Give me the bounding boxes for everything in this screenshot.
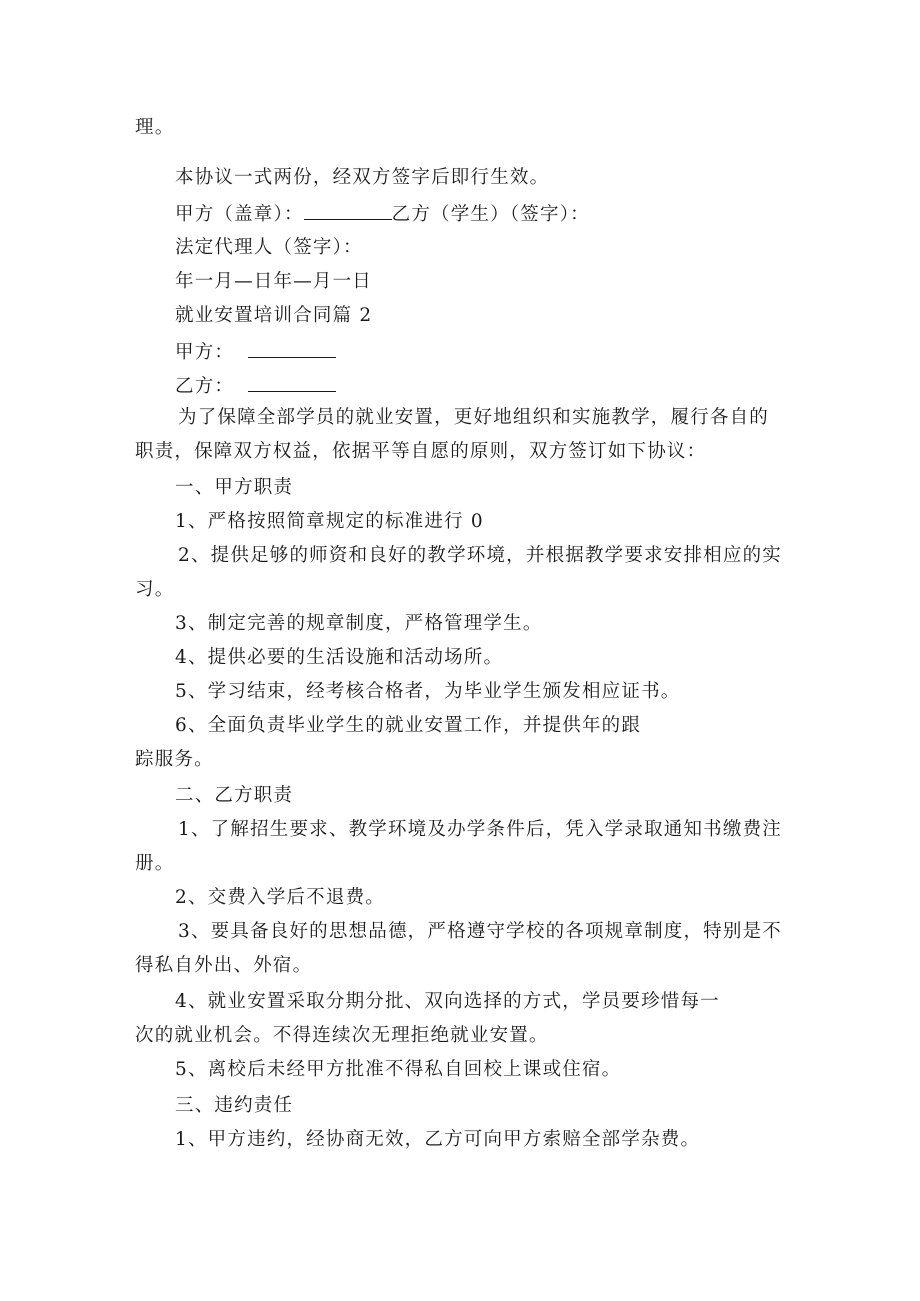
- text-line: 2、提供足够的师资和良好的教学环境，并根据教学要求安排相应的实: [178, 545, 782, 566]
- party-a-seal-label: 甲方（盖章）：: [175, 204, 304, 225]
- text-line: 3、制定完善的规章制度，严格管理学生。: [175, 613, 543, 634]
- text-line: 1、甲方违约，经协商无效，乙方可向甲方索赔全部学杂费。: [175, 1129, 701, 1150]
- date-line: 年一月—日年—月一日: [175, 271, 373, 292]
- text-line: 1、了解招生要求、教学环境及办学条件后，凭入学录取通知书缴费注: [178, 819, 782, 840]
- text-line: 职责，保障双方权益，依据平等自愿的原则，双方签订如下协议：: [135, 441, 707, 462]
- section-title: 就业安置培训合同篇 2: [175, 305, 373, 326]
- heading: 三、违约责任: [175, 1095, 294, 1116]
- text-line: 4、提供必要的生活设施和活动场所。: [175, 647, 504, 668]
- text-line: 习。: [135, 579, 175, 600]
- party-b-field: [175, 374, 336, 399]
- text-line: 次的就业机会。不得连续次无理拒绝就业安置。: [135, 1025, 549, 1046]
- signature-line-party-a: [175, 202, 590, 227]
- text-line: 5、离校后未经甲方批准不得私自回校上课或住宿。: [175, 1059, 622, 1080]
- text-line: 得私自外出、外宿。: [135, 955, 313, 976]
- party-b-name-blank: [248, 374, 336, 392]
- text-line: 2、交费入学后不退费。: [175, 887, 385, 908]
- text-line: 理。: [135, 117, 175, 138]
- party-b-label: 乙方：: [175, 376, 235, 397]
- party-a-blank: [304, 202, 392, 220]
- party-b-sign-label: 乙方（学生）（签字）：: [391, 204, 590, 225]
- text-line: 册。: [135, 853, 175, 874]
- text-line: 1、严格按照简章规定的标准进行 0: [175, 511, 484, 532]
- text-line: 本协议一式两份，经双方签字后即行生效。: [175, 167, 550, 188]
- text-line: 3、要具备良好的思想品德，严格遵守学校的各项规章制度，特别是不: [178, 921, 782, 942]
- text-line: 为了保障全部学员的就业安置，更好地组织和实施教学，履行各自的: [178, 407, 770, 428]
- party-a-field: [175, 340, 336, 365]
- text-line: 法定代理人（签字）：: [175, 237, 363, 258]
- text-line: 4、就业安置采取分期分批、双向选择的方式，学员要珍惜每一: [175, 991, 720, 1012]
- heading: 一、甲方职责: [175, 477, 294, 498]
- text-line: 踪服务。: [135, 749, 214, 770]
- heading: 二、乙方职责: [175, 785, 294, 806]
- text-line: 6、全面负责毕业学生的就业安置工作，并提供年的跟: [175, 715, 642, 736]
- text-line: 5、学习结束，经考核合格者，为毕业学生颁发相应证书。: [175, 681, 681, 702]
- party-a-name-blank: [248, 340, 336, 358]
- party-a-label: 甲方：: [175, 342, 235, 363]
